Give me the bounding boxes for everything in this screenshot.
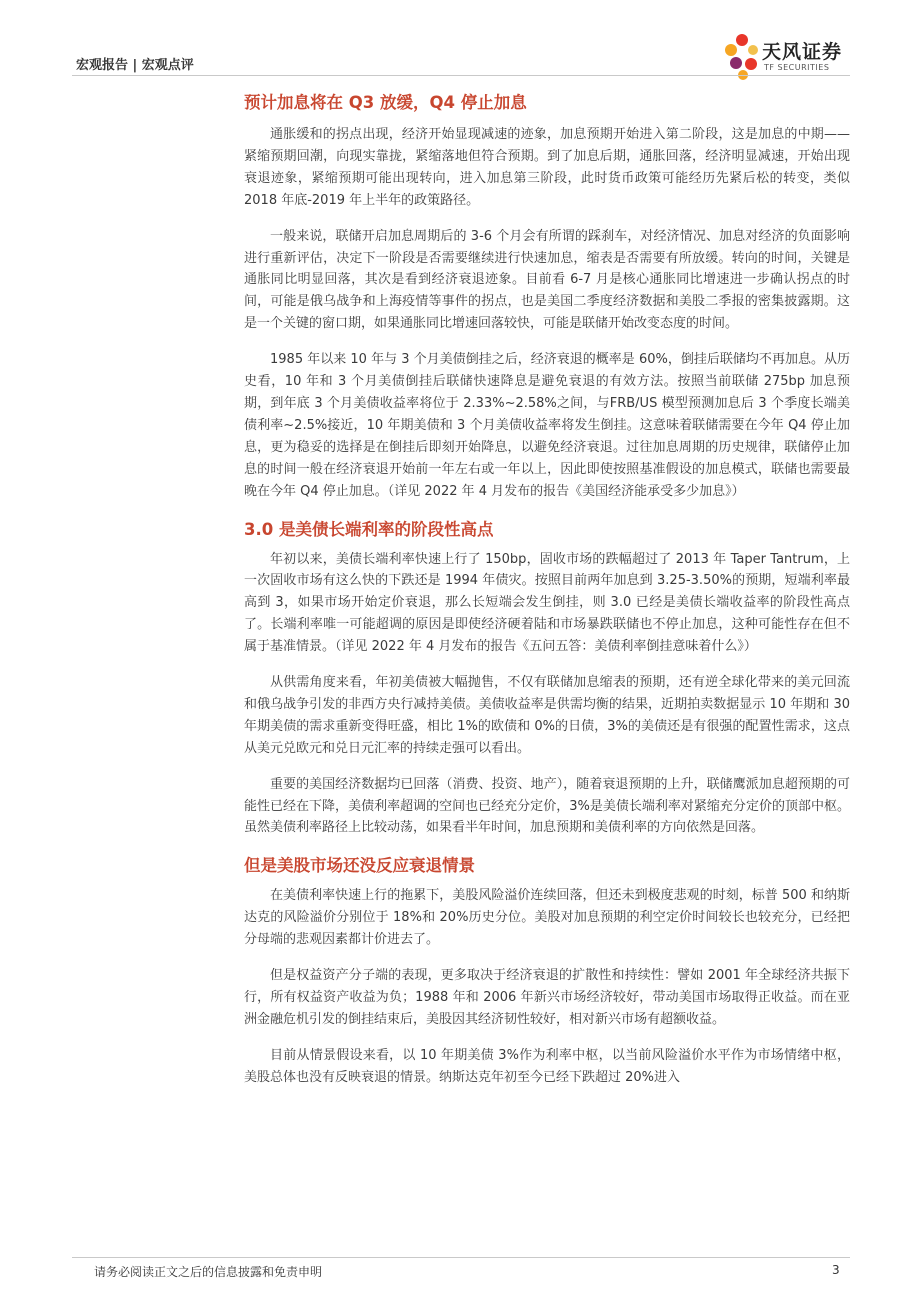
paragraph: 从供需角度来看，年初美债被大幅抛售，不仅有联储加息缩表的预期，还有逆全球化带来的美元回流和俄乌战争引发的非西方央行减持美债。美债收益率是供需均衡的结果，近期拍卖数据显示 10 年期和 30 年期美债的需求重新变得旺盛，相比 1%的欧债和 0%的日债，3%的美债还是有很强的配置性需求，这点从美元兑欧元和兑日元汇率的持续走强可以看出。	[244, 675, 850, 756]
logo-name: 天风证券	[762, 41, 843, 63]
paragraph: 一般来说，联储开启加息周期后的 3-6 个月会有所谓的踩刹车，对经济情况、加息对经济的负面影响进行重新评估，决定下一阶段是否需要继续进行快速加息，缩表是否需要有所放缓。转向的时间，关键是通胀同比明显回落，其次是看到经济衰退迹象。目前看 6-7 月是核心通胀同比增速进一步确认拐点的时间，可能是俄乌战争和上海疫情等事件的拐点，也是美国二季度经济数据和美股二季报的密集披露期。这是一个关键的窗口期，如果通胀同比增速回落较快，可能是联储开始改变态度的时间。	[244, 228, 850, 332]
paragraph: 通胀缓和的拐点出现，经济开始显现减速的迹象，加息预期开始进入第二阶段，这是加息的中期——紧缩预期回潮，向现实靠拢，紧缩落地但符合预期。到了加息后期，通胀回落，经济明显减速，开始出现衰退迹象，紧缩预期可能出现转向，进入加息第三阶段，此时货币政策可能经历先紧后松的转变，类似 2018 年底-2019 年上半年的政策路径。	[244, 127, 850, 208]
paragraph: 重要的美国经济数据均已回落（消费、投资、地产），随着衰退预期的上升，联储鹰派加息超预期的可能性已经在下降，美债利率超调的空间也已经充分定价，3%是美债长端利率对紧缩充分定价的顶部中枢。虽然美债利率路径上比较动荡，如果看半年时间，加息预期和美债利率的方向依然是回落。	[244, 776, 850, 836]
paragraph: 在美债利率快速上行的拖累下，美股风险溢价连续回落，但还未到极度悲观的时刻，标普 500 和纳斯达克的风险溢价分别位于 18%和 20%历史分位。美股对加息预期的利空定价时间较长也较充分，已经把分母端的悲观因素都计价进去了。	[244, 888, 850, 948]
section-heading-us-equity: 但是美股市场还没反应衰退情景	[244, 856, 475, 876]
report-body	[244, 86, 850, 1103]
paragraph: 目前从情景假设来看，以 10 年期美债 3%作为利率中枢，以当前风险溢价水平作为市场情绪中枢，美股总体也没有反映衰退的情景。纳斯达克年初至今已经下跌超过 20%进入	[244, 1047, 850, 1085]
paragraph: 1985 年以来 10 年与 3 个月美债倒挂之后，经济衰退的概率是 60%，倒挂后联储均不再加息。从历史看，10 年和 3 个月美债倒挂后联储快速降息是避免衰退的有效方法。按照当前联储 275bp 加息预期，到年底 3 个月美债收益率将位于 2.33%~2.58%之间，与FRB/US 模型预测加息后 3 个季度长端美债利率~2.5%接近，10 年期美债和 3 个月美债收益率将发生倒挂。这意味着联储需要在今年 Q4 停止加息，更为稳妥的选择是在倒挂后即刻开始降息，以避免经济衰退。过往加息周期的历史规律，联储停止加息的时间一般在经济衰退开始前一年左右或一年以上，因此即使按照基准假设的加息模式，联储也需要最晚在今年 Q4 停止加息。（详见 2022 年 4 月发布的报告《美国经济能承受多少加息》）	[244, 352, 850, 499]
paragraph: 年初以来，美债长端利率快速上行了 150bp，固收市场的跌幅超过了 2013 年 Taper Tantrum，上一次固收市场有这么快的下跌还是 1994 年债灾。按照目前两年加息到 3.25-3.50%的预期，短端利率最高到 3，如果市场开始定价衰退，那么长短端会发生倒挂，则 3.0 已经是美债长端收益率的阶段性高点了。长端利率唯一可能超调的原因是即使经济硬着陆和市场暴跌联储也不停止加息，这种可能性存在但不属于基准情景。（详见 2022 年 4 月发布的报告《五问五答：美债利率倒挂意味着什么》）	[244, 551, 850, 655]
report-category: 宏观报告 | 宏观点评	[76, 58, 194, 73]
footer-disclaimer: 请务必阅读正文之后的信息披露和免责申明	[94, 1265, 323, 1279]
paragraph: 但是权益资产分子端的表现，更多取决于经济衰退的扩散性和持续性：譬如 2001 年全球经济共振下行，所有权益资产收益为负；1988 年和 2006 年新兴市场经济较好，带动美国市场取得正收益。而在亚洲金融危机引发的倒挂结束后，美股因其经济韧性较好，相对新兴市场有超额收益。	[244, 968, 850, 1027]
logo-subtitle: TF SECURITIES	[764, 63, 830, 72]
page-number: 3	[832, 1263, 840, 1277]
header-divider	[72, 75, 850, 76]
footer-divider	[72, 1257, 850, 1258]
section-heading-treasury-yield: 3.0 是美债长端利率的阶段性高点	[244, 519, 494, 539]
section-heading-rate-hike: 预计加息将在 Q3 放缓，Q4 停止加息	[244, 93, 527, 112]
